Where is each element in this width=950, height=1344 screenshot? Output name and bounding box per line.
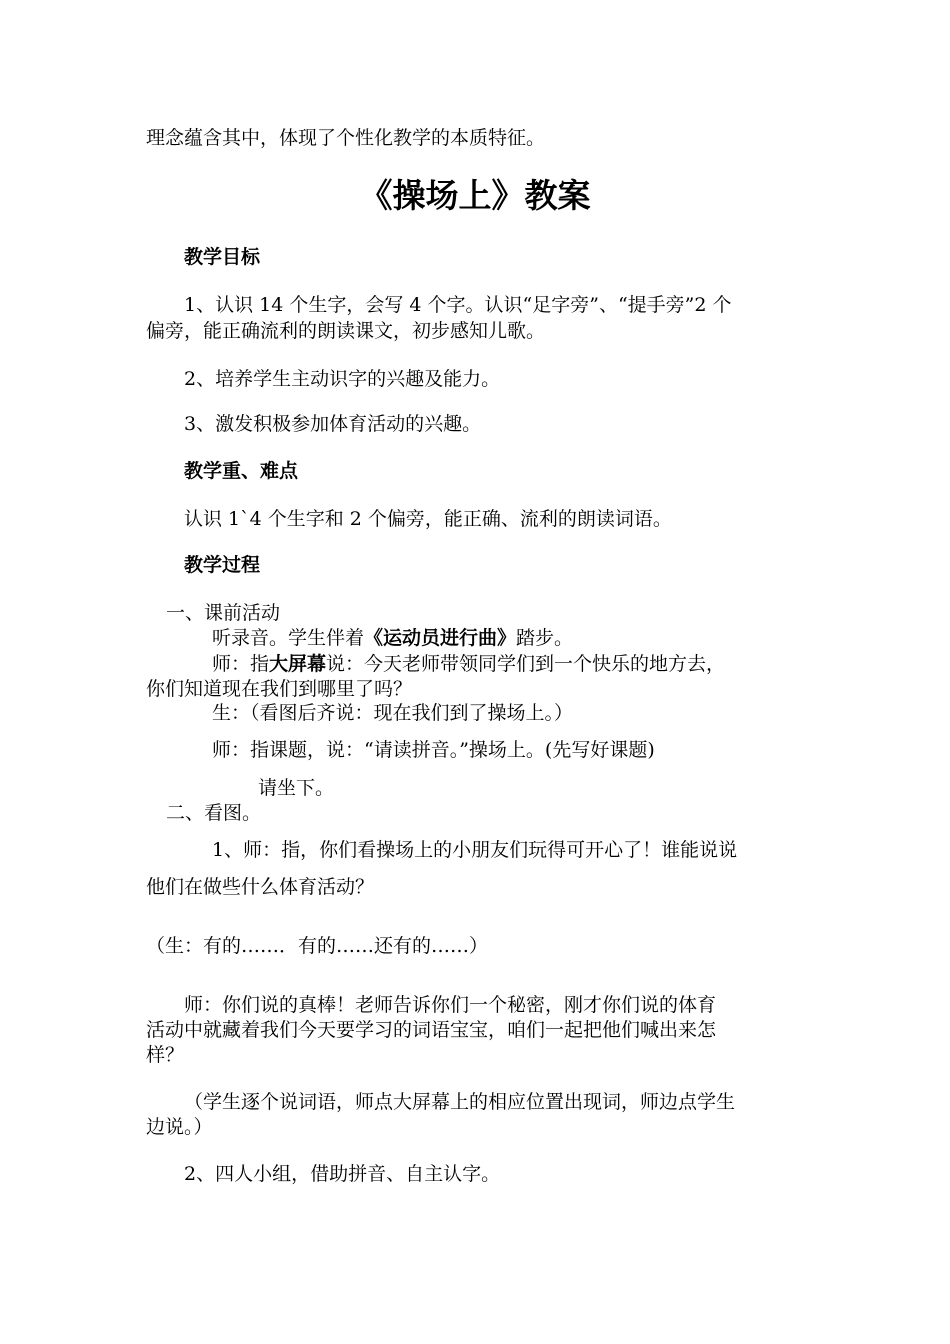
big-screen-term: 大屏幕 [269,653,327,675]
goal-3: 3、激发积极参加体育活动的兴趣。 [184,413,482,435]
goal-1-line-1: 1、认识 14 个生字，会写 4 个字。认识“足字旁”、“提手旁”2 个 [184,294,732,316]
key-points-text: 认识 1`4 个生字和 2 个偏旁，能正确、流利的朗读词语。 [184,508,672,530]
goals-heading: 教学目标 [184,246,261,268]
part-1-step-a-post: 踏步。 [516,627,574,649]
song-title: 《运动员进行曲》 [364,627,517,649]
intro-tail-text: 理念蕴含其中，体现了个性化教学的本质特征。 [146,127,546,149]
part-2-step-e: 2、四人小组，借助拼音、自主认字。 [184,1163,501,1185]
goal-1-line-2: 偏旁，能正确流利的朗读课文，初步感知儿歌。 [146,320,546,342]
part-2-step-c-line-3: 样？ [146,1044,185,1066]
part-2-step-c-line-2: 活动中就藏着我们今天要学习的词语宝宝，咱们一起把他们喊出来怎 [146,1019,717,1041]
key-points-heading: 教学重、难点 [184,460,299,482]
part-1-step-e: 请坐下。 [258,777,335,799]
part-2-step-d-line-1: （学生逐个说词语，师点大屏幕上的相应位置出现词，师边点学生 [184,1091,736,1113]
part-1-step-a-pre: 听录音。学生伴着 [212,627,365,649]
part-1-step-b-line-2: 你们知道现在我们到哪里了吗？ [146,678,413,700]
part-1-step-a [212,625,810,651]
goal-2: 2、培养学生主动识字的兴趣及能力。 [184,368,501,390]
part-2-step-a-line-2: 他们在做些什么体育活动？ [146,876,375,898]
part-1-step-b [212,651,810,677]
part-1-heading: 一、课前活动 [166,602,281,624]
process-heading: 教学过程 [184,554,261,576]
part-2-step-b: （生：有的……．有的……还有的……） [146,935,489,957]
part-2-step-c-line-1: 师：你们说的真棒！老师告诉你们一个秘密，刚才你们说的体育 [184,994,717,1016]
part-2-step-d-line-2: 边说。） [146,1116,213,1138]
part-1-step-b-pre: 师：指 [212,653,270,675]
part-1-step-c: 生：（看图后齐说：现在我们到了操场上。） [212,702,574,724]
document-title: 《操场上》教案 [359,176,591,215]
part-2-step-a-line-1: 1、师：指，你们看操场上的小朋友们玩得可开心了！谁能说说 [212,839,738,861]
part-2-heading: 二、看图。 [166,802,262,824]
part-1-step-d: 师：指课题，说：“请读拼音。”操场上。(先写好课题) [212,739,655,761]
part-1-step-b-post: 说：今天老师带领同学们到一个快乐的地方去， [326,653,726,675]
